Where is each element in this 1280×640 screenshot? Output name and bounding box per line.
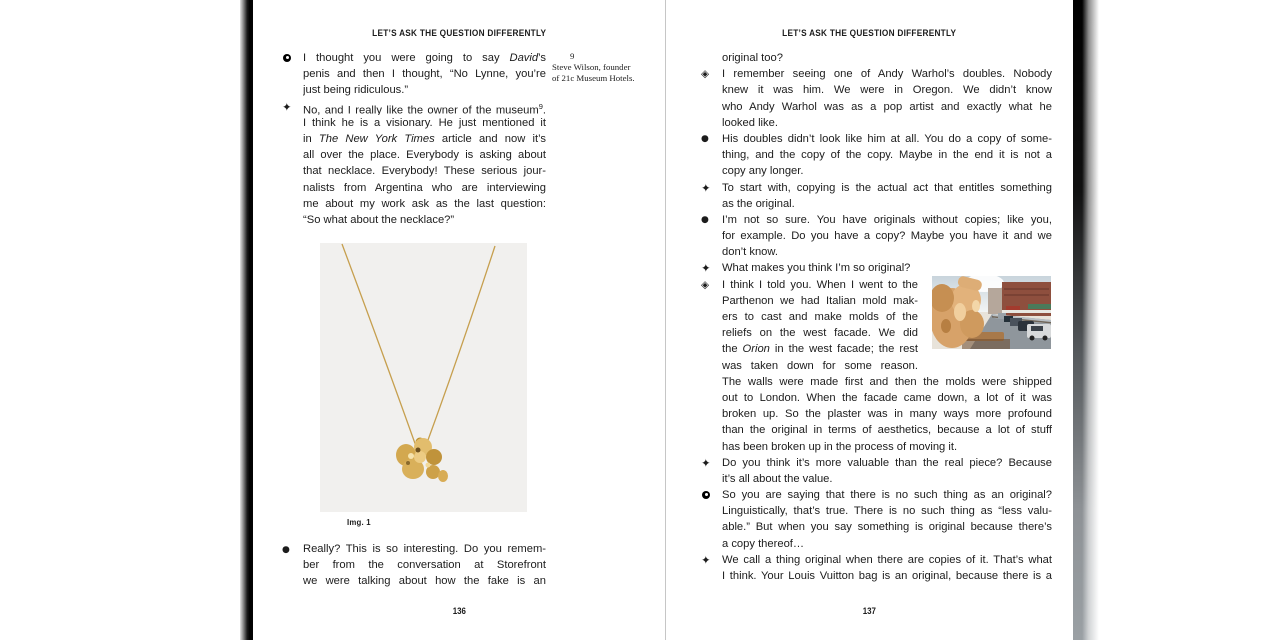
speaker-bullet-fisheye-icon bbox=[702, 491, 710, 499]
speaker-bullet-star-icon: ✦ bbox=[701, 552, 711, 567]
text-line: Really? This is so interesting. Do you remem- bbox=[303, 543, 546, 555]
text-line: me about my work ask as the last question: bbox=[303, 197, 546, 210]
text-line: for example. Do you have a copy? Maybe you have it and we bbox=[722, 230, 1052, 243]
text-line: thing, and the copy of the copy. Maybe in the end it is not a bbox=[722, 149, 1052, 162]
text-line: I think. Your Louis Vuitton bag is an original, because there is a bbox=[722, 570, 1052, 582]
text-line: copy any longer. bbox=[722, 165, 804, 178]
page-number-left: 136 bbox=[452, 606, 466, 616]
dialogue-paragraph bbox=[700, 66, 1052, 131]
dialogue-paragraph bbox=[281, 99, 546, 229]
footnote-number: 9 bbox=[570, 51, 575, 61]
text-line: in The New York Times article and now it’s bbox=[303, 132, 546, 145]
dialogue-paragraph bbox=[700, 212, 1052, 261]
text-line: penis and then I thought, “No Lynne, you’re bbox=[303, 68, 546, 81]
text-line: No, and I really like the owner of the museum$^9$. bbox=[303, 101, 546, 115]
dialogue-paragraph bbox=[700, 455, 1052, 487]
speaker-bullet-fisheye-icon bbox=[283, 54, 291, 62]
left-page-dialogue-bottom bbox=[281, 541, 546, 590]
text-line: that necklace. Everybody! These serious jour- bbox=[303, 165, 546, 178]
left-page-dialogue-top bbox=[281, 50, 546, 228]
dialogue-paragraph bbox=[700, 50, 1052, 66]
text-line: who Andy Warhol was as a pop artist and exactly what he bbox=[722, 100, 1052, 113]
text-line: To start with, copying is the actual act that entitles something bbox=[722, 181, 1052, 194]
text-line: out to London. When the facade came down, a lot of it was bbox=[722, 391, 1052, 404]
text-line: I thought you were going to say David’s bbox=[303, 52, 546, 64]
image-caption: Img. 1 bbox=[347, 518, 371, 527]
text-line: looked like. bbox=[722, 116, 778, 129]
text-line: Parthenon we had Italian mold mak- bbox=[722, 294, 918, 307]
speaker-bullet-dot-icon: ● bbox=[701, 215, 709, 226]
text-line: all over the place. Everybody is asking about bbox=[303, 149, 546, 162]
street-photo-figure bbox=[932, 276, 1051, 349]
text-line: Do you think it’s more valuable than the real piece? Because bbox=[722, 456, 1052, 469]
speaker-bullet-star-icon: ✦ bbox=[701, 180, 711, 195]
text-line: just being ridiculous.” bbox=[303, 84, 409, 97]
text-line: ber from the conversation at Storefront bbox=[303, 559, 546, 572]
text-line: original too? bbox=[722, 52, 783, 64]
footnote-line: Steve Wilson, founder bbox=[552, 62, 631, 72]
text-line: I’m not so sure. You have originals without copies; like you, bbox=[722, 213, 1052, 226]
dialogue-paragraph bbox=[700, 487, 1052, 552]
footnote-line: of 21c Museum Hotels. bbox=[552, 73, 635, 83]
text-line: Linguistically, that’s true. There is no such thing as “less valu- bbox=[722, 505, 1052, 518]
text-line: we were talking about how the fake is an bbox=[303, 575, 546, 588]
running-header-text: LET’S ASK THE QUESTION DIFFERENTLY bbox=[782, 28, 957, 39]
text-line: “So what about the necklace?” bbox=[303, 213, 455, 226]
speaker-bullet-diamond-icon: ◈ bbox=[701, 68, 710, 81]
left-page bbox=[253, 0, 665, 640]
speaker-bullet-star-icon: ✦ bbox=[701, 455, 711, 470]
necklace-figure bbox=[320, 243, 527, 527]
text-line: a copy thereof… bbox=[722, 537, 805, 550]
text-line: broken up. So the plaster was in many ways more profound bbox=[722, 408, 1052, 421]
text-line: reliefs on the west facade. We did bbox=[722, 327, 918, 340]
text-line: We call a thing original when there are copies of it. That’s what bbox=[722, 553, 1052, 566]
text-line: I think he is a visionary. He just mentioned it bbox=[303, 116, 546, 129]
text-line: ers to cast and make molds of the bbox=[722, 311, 918, 323]
dialogue-paragraph bbox=[700, 552, 1052, 584]
text-line: knew it was him. We were in Oregon. We didn’t know bbox=[722, 84, 1052, 97]
speaker-bullet-diamond-icon: ◈ bbox=[701, 278, 710, 291]
dialogue-paragraph bbox=[700, 260, 1052, 276]
book-left-edge-shadow bbox=[240, 0, 253, 640]
book-right-edge-shadow bbox=[1073, 0, 1099, 640]
dialogue-paragraph bbox=[281, 50, 546, 99]
text-line: I think I told you. When I went to the bbox=[722, 278, 918, 291]
text-line: What makes you think I’m so original? bbox=[722, 262, 911, 275]
dialogue-paragraph bbox=[281, 541, 546, 590]
running-header-text: LET’S ASK THE QUESTION DIFFERENTLY bbox=[371, 28, 547, 39]
text-line: as the original. bbox=[722, 197, 795, 210]
speaker-bullet-star-icon: ✦ bbox=[701, 261, 711, 276]
text-line: I remember seeing one of Andy Warhol’s doubles. Nobody bbox=[722, 68, 1052, 81]
dialogue-paragraph bbox=[700, 131, 1052, 180]
text-line: the Orion in the west facade; the rest bbox=[722, 343, 918, 356]
text-line: has been broken up in the process of moving it. bbox=[722, 440, 958, 453]
speaker-bullet-star-icon: ✦ bbox=[282, 99, 292, 114]
text-line: don’t know. bbox=[722, 246, 778, 259]
text-line: was taken down for some reason. bbox=[722, 359, 918, 372]
running-header-right bbox=[666, 23, 1073, 41]
running-header-left bbox=[253, 23, 665, 41]
text-line: His doubles didn’t look like him at all. You do a copy of some- bbox=[722, 132, 1052, 145]
speaker-bullet-dot-icon: ● bbox=[282, 544, 290, 555]
text-line: able.” But when you say something is original because there’s bbox=[722, 521, 1052, 534]
right-page bbox=[665, 0, 1073, 640]
dialogue-paragraph bbox=[700, 180, 1052, 212]
text-line: it’s all about the value. bbox=[722, 472, 833, 485]
footnote bbox=[552, 51, 644, 84]
text-line: The walls were made first and then the molds were shipped bbox=[722, 375, 1052, 388]
necklace-photo-image bbox=[320, 243, 527, 512]
street-photo-image bbox=[932, 276, 1051, 349]
speaker-bullet-dot-icon: ● bbox=[701, 134, 709, 145]
page-number-right: 137 bbox=[862, 606, 877, 616]
text-line: So you are saying that there is no such thing as an original? bbox=[722, 489, 1052, 502]
text-line: than the original in terms of aesthetics, because a lot of stuff bbox=[722, 424, 1052, 437]
text-line: nalists from Argentina who are interviewing bbox=[303, 181, 546, 194]
